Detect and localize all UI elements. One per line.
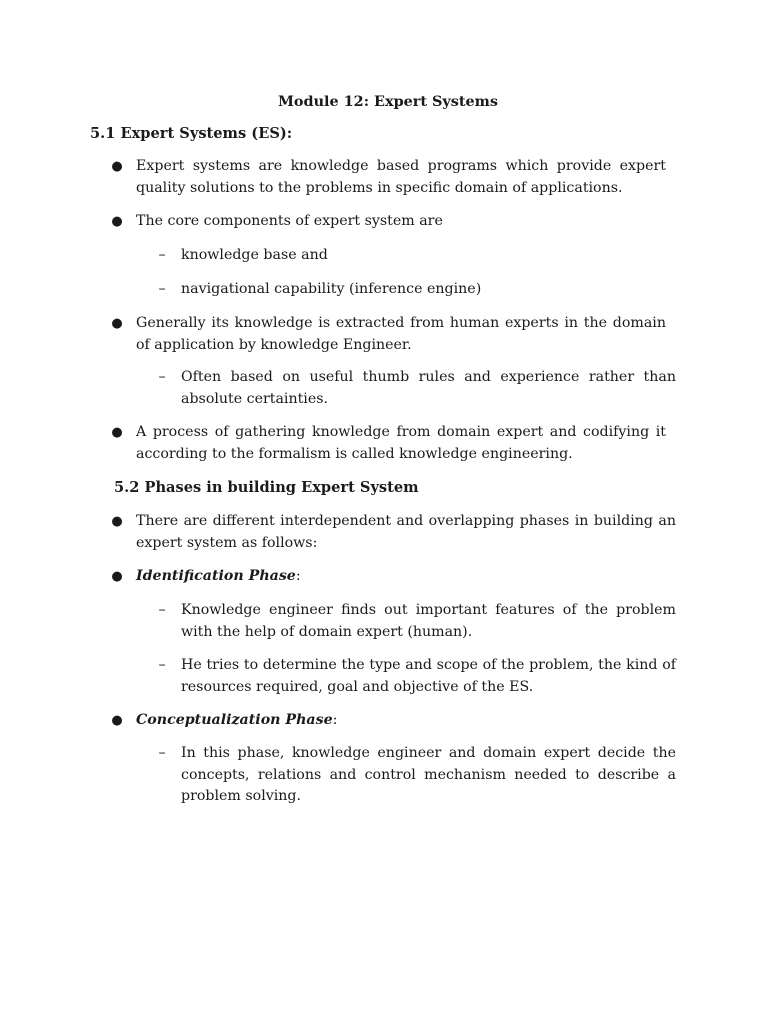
bullet-marker: ● xyxy=(111,713,123,728)
sub-list-item: In this phase, knowledge engineer and domain expert decide the concepts, relations and control mechanism needed to describe a problem solving. xyxy=(181,745,676,804)
dash-marker: – xyxy=(158,657,166,673)
list-item: Generally its knowledge is extracted from human experts in the domain of application by knowledge Engineer. xyxy=(136,315,666,353)
dash-marker: – xyxy=(158,745,166,761)
list-item: A process of gathering knowledge from domain expert and codifying it according to the formalism is called knowledge engineering. xyxy=(136,424,666,462)
sub-list-item: navigational capability (inference engine) xyxy=(181,281,482,297)
bullet-marker: ● xyxy=(111,514,123,529)
section-heading-5-2: 5.2 Phases in building Expert System xyxy=(114,479,419,496)
sub-list-item: Often based on useful thumb rules and experience rather than absolute certainties. xyxy=(181,369,676,407)
list-item: Expert systems are knowledge based programs which provide expert quality solutions to the problems in specific domain of applications. xyxy=(136,158,666,196)
dash-marker: – xyxy=(158,247,166,263)
phase-label-suffix: : xyxy=(295,568,301,584)
phase-label: Identification Phase xyxy=(136,568,296,584)
page-title: Module 12: Expert Systems xyxy=(277,93,499,110)
sub-list-item: Knowledge engineer finds out important features of the problem with the help of domain expert (human). xyxy=(181,602,676,640)
bullet-marker: ● xyxy=(111,316,123,331)
phase-label-suffix: : xyxy=(332,712,338,728)
bullet-marker: ● xyxy=(111,159,123,174)
list-item: The core components of expert system are xyxy=(136,213,443,229)
bullet-marker: ● xyxy=(111,214,123,229)
bullet-marker: ● xyxy=(111,425,123,440)
phase-label: Conceptualization Phase xyxy=(136,712,333,728)
dash-marker: – xyxy=(158,369,166,385)
sub-list-item: He tries to determine the type and scope of the problem, the kind of resources required, goal and objective of the ES. xyxy=(181,657,676,695)
dash-marker: – xyxy=(158,281,166,297)
bullet-marker: ● xyxy=(111,569,123,584)
phase-heading xyxy=(136,710,666,732)
section-heading-5-1: 5.1 Expert Systems (ES): xyxy=(90,125,293,142)
dash-marker: – xyxy=(158,602,166,618)
phase-heading xyxy=(136,566,666,588)
sub-list-item: knowledge base and xyxy=(181,247,328,263)
list-item: There are different interdependent and overlapping phases in building an expert system as follows: xyxy=(136,513,676,551)
